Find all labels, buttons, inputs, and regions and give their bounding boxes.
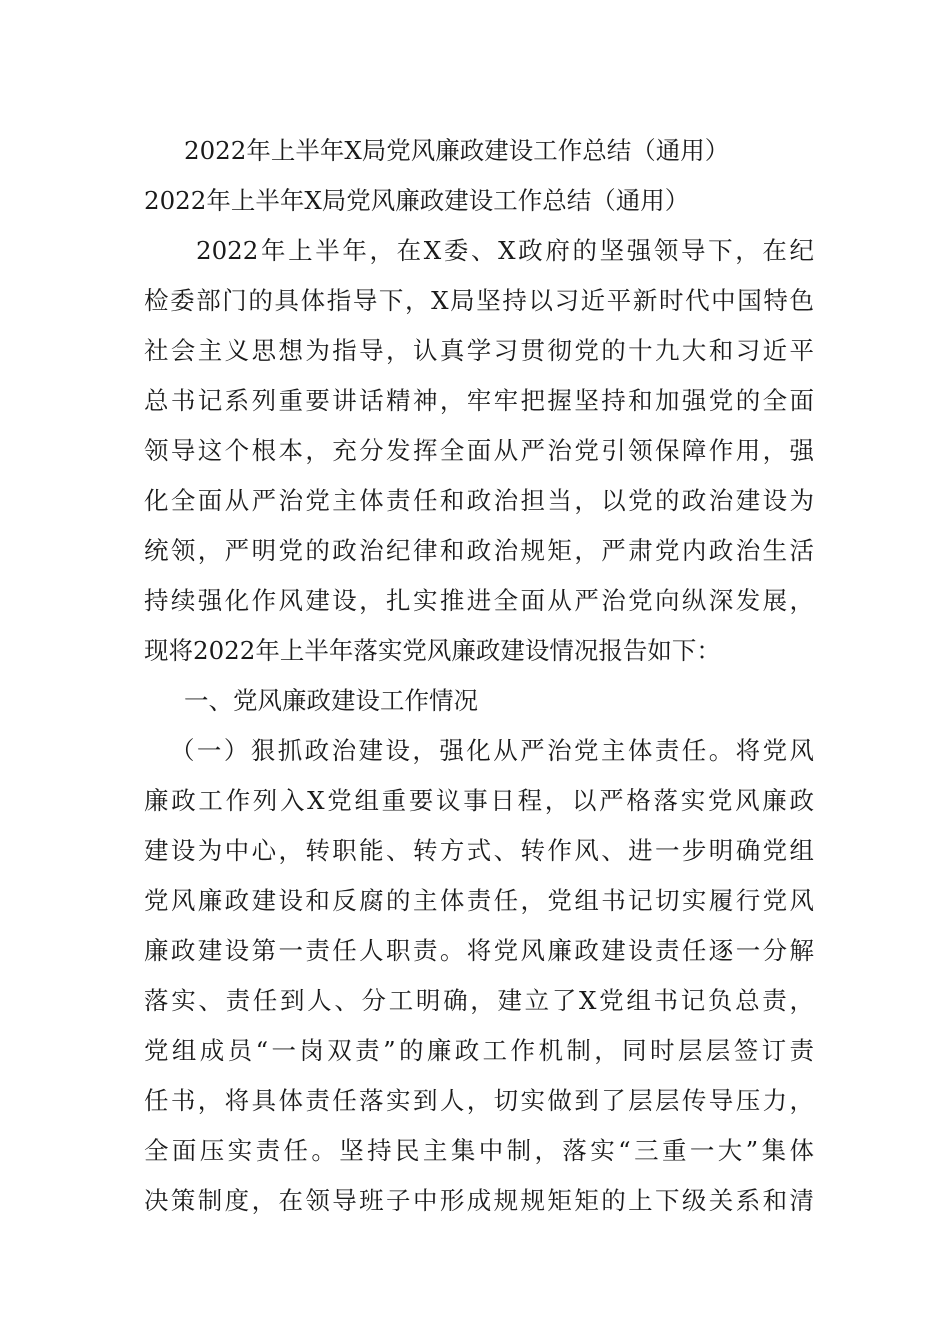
paragraph-line: 廉政建设第一责任人职责。将党风廉政建设责任逐一分解	[144, 936, 814, 965]
paragraph-line: 任书，将具体责任落实到人，切实做到了层层传导压力，	[144, 1086, 814, 1115]
paragraph-line: 建设为中心，转职能、转方式、转作风、进一步明确党组	[144, 836, 814, 865]
paragraph-line: 化全面从严治党主体责任和政治担当，以党的政治建设为	[144, 486, 814, 515]
paragraph-line: 统领，严明党的政治纪律和政治规矩，严肃党内政治生活	[144, 536, 814, 565]
paragraph-line: 领导这个根本，充分发挥全面从严治党引领保障作用，强	[144, 436, 814, 465]
paragraph-line: 2022年上半年，在X委、X政府的坚强领导下，在纪	[196, 236, 814, 265]
paragraph-line: 落实、责任到人、分工明确，建立了X党组书记负总责，	[144, 986, 814, 1015]
document-title-line2: 2022年上半年X局党风廉政建设工作总结（通用）	[144, 186, 690, 215]
paragraph-line: 检委部门的具体指导下，X局坚持以习近平新时代中国特色	[144, 286, 814, 315]
paragraph-line: 党风廉政建设和反腐的主体责任，党组书记切实履行党风	[144, 886, 814, 915]
paragraph-line: 决策制度，在领导班子中形成规规矩矩的上下级关系和清	[144, 1186, 814, 1215]
paragraph-line: 持续强化作风建设，扎实推进全面从严治党向纵深发展，	[144, 586, 814, 615]
paragraph-line: 社会主义思想为指导，认真学习贯彻党的十九大和习近平	[144, 336, 814, 365]
paragraph-line: 现将2022年上半年落实党风廉政建设情况报告如下：	[144, 636, 721, 665]
section-heading: 一、党风廉政建设工作情况	[184, 686, 478, 715]
paragraph-line: （一）狠抓政治建设，强化从严治党主体责任。将党风	[170, 736, 814, 765]
paragraph-line: 廉政工作列入X党组重要议事日程，以严格落实党风廉政	[144, 786, 814, 815]
paragraph-line: 总书记系列重要讲话精神，牢牢把握坚持和加强党的全面	[144, 386, 814, 415]
paragraph-line: 全面压实责任。坚持民主集中制，落实“三重一大”集体	[144, 1136, 814, 1165]
paragraph-line: 党组成员“一岗双责”的廉政工作机制，同时层层签订责	[144, 1036, 814, 1065]
document-title-line1: 2022年上半年X局党风廉政建设工作总结（通用）	[184, 136, 730, 165]
